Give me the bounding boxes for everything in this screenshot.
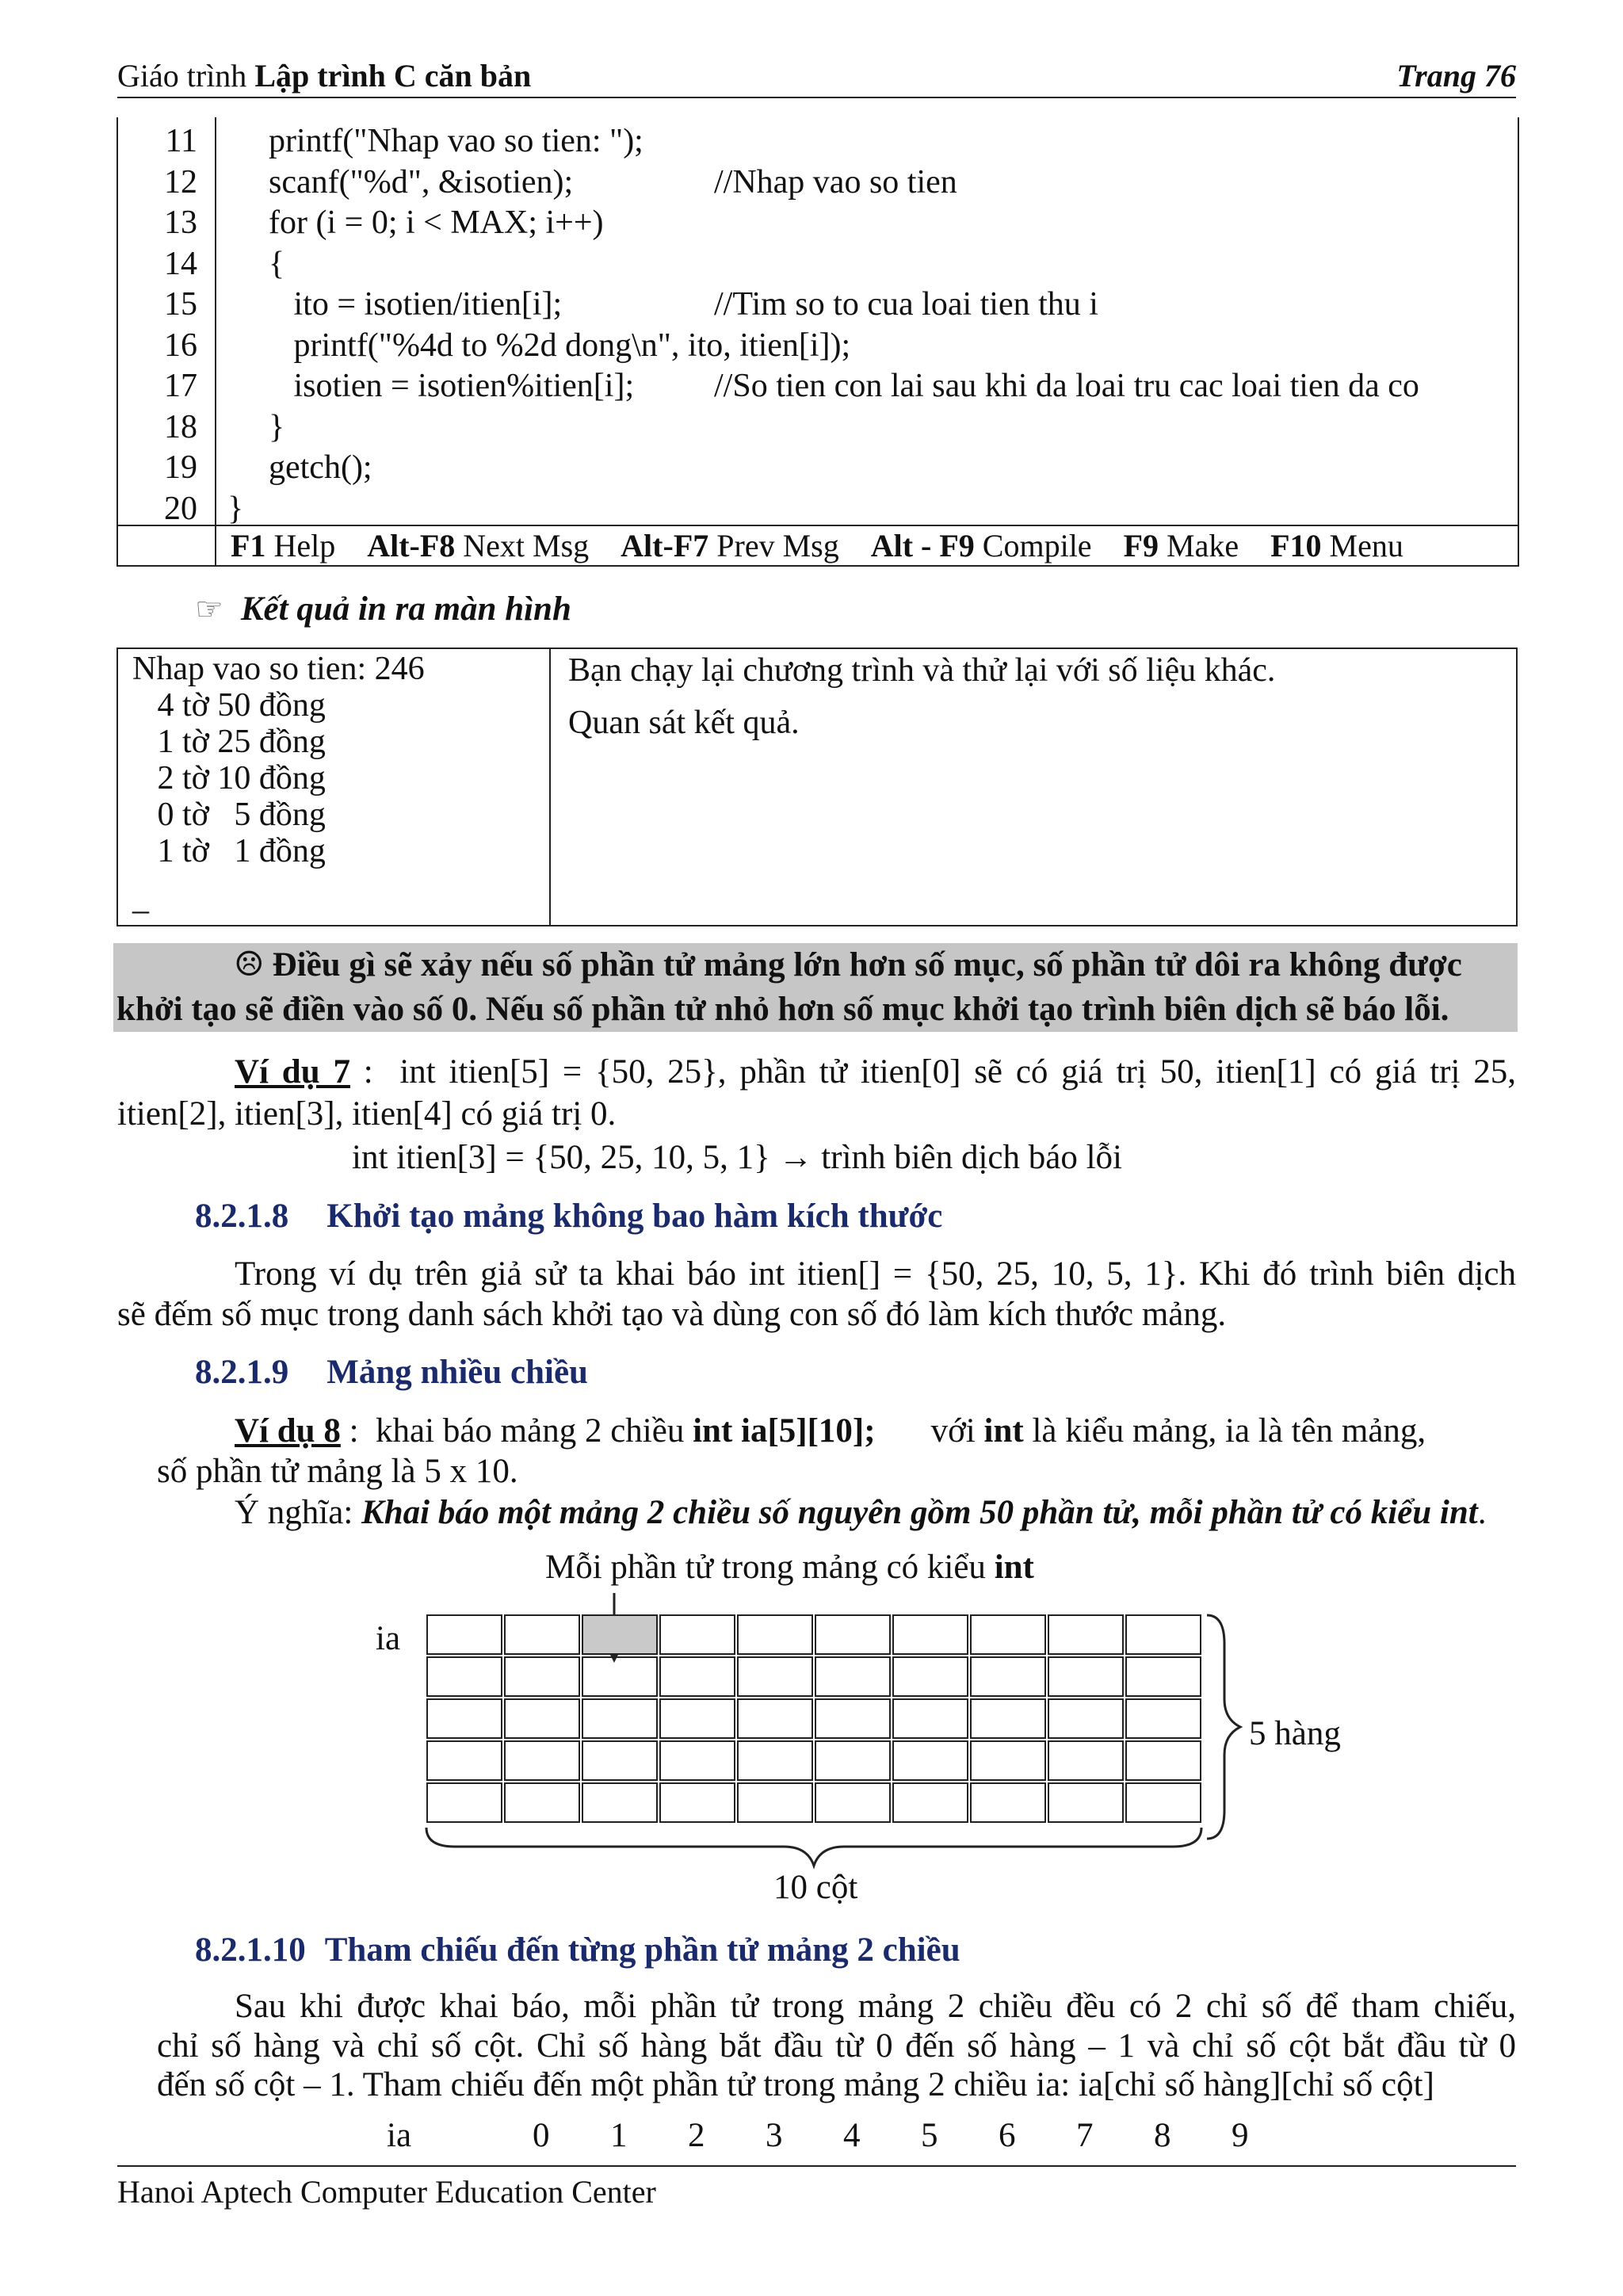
diagram-caption-text: Mỗi phần tử trong mảng có kiểu [545,1549,995,1586]
array-cell [504,1614,580,1655]
array-cell [504,1698,580,1739]
column-index: 5 [921,2117,938,2154]
meaning-text: Khai báo một mảng 2 chiều số nguyên gồm 50 phần tử, mỗi phần tử có kiểu int [361,1494,1478,1531]
code-line-text: isotien = isotien%itien[i]; [269,368,635,404]
warning-line-1 [113,943,1518,988]
array-cell [426,1698,502,1739]
code-line-text: } [227,490,244,527]
status-key: Alt - F9 [870,528,975,563]
array-cell [426,1614,502,1655]
column-index: 3 [766,2117,783,2154]
code-comment: //Nhap vao so tien [714,163,957,201]
array-cell [1048,1614,1124,1655]
section-8-2-1-10-para-1: Sau khi được khai báo, mỗi phần tử trong mảng 2 chiều đều có 2 chỉ số để tham chiếu, [235,1988,1516,2025]
example-8-type: int [983,1412,1024,1450]
array-cell [1048,1698,1124,1739]
array-cell [737,1782,813,1823]
column-index: 0 [533,2117,550,2154]
column-index: 9 [1232,2117,1249,2154]
example-8-colon: : [340,1412,359,1450]
code-line-number: 12 [164,163,197,201]
array-cell [815,1698,891,1739]
code-line-text: printf("%4d to %2d dong\n", ito, itien[i]); [269,327,851,364]
array-cell [504,1782,580,1823]
array-cell [504,1740,580,1781]
section-8-2-1-10-para-3: đến số cột – 1. Tham chiếu đến một phần tử trong mảng 2 chiều ia: ia[chỉ số hàng][chỉ số cột] [157,2066,1434,2103]
section-number: 8.2.1.9 [195,1354,289,1391]
column-index: 8 [1154,2117,1171,2154]
status-key: Alt-F7 [621,528,709,563]
code-line-text: ito = isotien/itien[i]; [269,286,563,323]
status-key: F1 [231,528,266,563]
array-cell [659,1698,735,1739]
array-cell [815,1740,891,1781]
result-note-1: Bạn chạy lại chương trình và thử lại với số liệu khác. [568,652,1276,689]
example-7-text: int itien[5] = {50, 25}, phần tử itien[0] sẽ có giá trị 50, itien[1] có giá trị 25, [399,1053,1517,1091]
result-divider [549,649,551,925]
code-line-number: 18 [164,408,197,445]
status-label: Prev Msg [716,528,839,563]
array-name-label: ia [376,1620,401,1657]
section-title: Mảng nhiều chiều [327,1354,588,1391]
array-cell [815,1782,891,1823]
array-cell [1125,1698,1201,1739]
array-cell [504,1656,580,1697]
program-output-line: Nhap vao so tien: 246 [132,651,425,687]
array-cell [1125,1614,1201,1655]
program-output-line: 1 tờ 25 đồng [132,724,326,760]
array-cell [582,1656,658,1697]
array-cell [815,1656,891,1697]
status-label: Menu [1329,528,1403,563]
example-8-text-1: khai báo mảng 2 chiều [376,1412,693,1450]
array-cell [659,1740,735,1781]
column-index: 7 [1076,2117,1094,2154]
status-label: Make [1167,528,1239,563]
ide-status-bar [231,526,1403,566]
code-line-number: 14 [164,245,197,282]
array-cell [582,1698,658,1739]
diagram-caption-type: int [994,1549,1034,1586]
example-7-colon: : [349,1053,373,1091]
array-cell [737,1698,813,1739]
code-line-number: 20 [164,490,197,527]
page-number: Trang 76 [1396,58,1516,94]
code-line-number: 19 [164,449,197,486]
meaning-label: Ý nghĩa: [235,1494,362,1531]
rows-brace [1201,1612,1256,1842]
array-cell [1125,1740,1201,1781]
array-cell [582,1782,658,1823]
example-8-declaration: int ia[5][10]; [693,1412,876,1450]
column-index: 6 [999,2117,1016,2154]
code-line-number: 15 [164,286,197,323]
array-cell [970,1698,1046,1739]
array-cell [892,1782,968,1823]
column-index: 2 [688,2117,705,2154]
example-7-line-3: int itien[3] = {50, 25, 10, 5, 1} → trình biên dịch báo lỗi [352,1139,1122,1176]
section-number: 8.2.1.10 [195,1931,306,1969]
index-row-name: ia [387,2117,412,2154]
array-cell [892,1698,968,1739]
section-8-2-1-10-para-2: chỉ số hàng và chỉ số cột. Chỉ số hàng bắt đầu từ 0 đến số hàng – 1 và chỉ số cột bắt đầu từ 0 [157,2027,1516,2065]
array-cell [1048,1656,1124,1697]
code-line-text: getch(); [269,449,372,486]
code-comment: //So tien con lai sau khi da loai tru cac loai tien da co [714,368,1419,404]
example-7-line-2: itien[2], itien[3], itien[4] có giá trị 0. [117,1095,617,1133]
book-title [117,57,531,94]
section-8-2-1-10 [195,1931,960,1969]
status-key: F9 [1123,528,1159,563]
code-comment: //Tim so to cua loai tien thu i [714,286,1098,323]
columns-brace [423,1823,1205,1870]
array-cell [1048,1740,1124,1781]
footer-text: Hanoi Aptech Computer Education Center [117,2174,656,2210]
array-cell [659,1614,735,1655]
example-8-label: Ví dụ 8 [235,1412,341,1450]
code-listing [116,117,1519,567]
section-8-2-1-8-para-1: Trong ví dụ trên giả sử ta khai báo int itien[] = {50, 25, 10, 5, 1}. Khi đó trình biên dịch [235,1255,1516,1293]
array-cell [1125,1782,1201,1823]
columns-label: 10 cột [773,1869,858,1906]
array-cell [582,1740,658,1781]
array-cell [892,1614,968,1655]
array-cell [970,1782,1046,1823]
code-line-text: { [269,245,285,282]
warning-line-2: khởi tạo sẽ điền vào số 0. Nếu số phần tử nhỏ hơn số mục khởi tạo trình biên dịch sẽ báo lỗi. [116,991,1449,1028]
warning-text-1: Điều gì sẽ xảy nếu số phần tử mảng lớn hơn số mục, số phần tử dôi ra không được [272,946,1462,984]
code-divider [215,117,216,525]
array-cell [426,1740,502,1781]
code-line-text: } [269,408,285,445]
example-8-line-1 [235,1411,1516,1452]
highlighted-array-cell [582,1614,658,1655]
result-note-2: Quan sát kết quả. [568,705,800,741]
array-cell [815,1614,891,1655]
section-number: 8.2.1.8 [195,1198,289,1235]
array-cell [737,1740,813,1781]
array-cell [970,1740,1046,1781]
array-cell [426,1782,502,1823]
program-output-line: 2 tờ 10 đồng [132,760,326,797]
status-label: Compile [982,528,1092,563]
example-8-text-3: là kiểu mảng, ia là tên mảng, [1023,1412,1426,1450]
result-table [116,648,1518,926]
rows-label: 5 hàng [1249,1715,1341,1752]
status-bar-left-divider [215,525,216,565]
hand-pointing-icon: ☞ [195,591,223,627]
status-label: Next Msg [463,528,590,563]
section-8-2-1-8 [195,1197,942,1236]
array-cell [970,1656,1046,1697]
status-key: Alt-F8 [367,528,456,563]
program-output-line: 0 tờ 5 đồng [132,797,326,833]
code-line-number: 17 [164,368,197,404]
meaning-line [235,1492,1486,1534]
column-index: 1 [610,2117,628,2154]
book-title-prefix: Giáo trình [117,58,255,94]
section-8-2-1-8-para-2: sẽ đếm số mục trong danh sách khởi tạo và dùng con số đó làm kích thước mảng. [117,1296,1227,1333]
code-line-text: printf("Nhap vao so tien: "); [269,123,643,159]
status-label: Help [273,528,336,563]
array-cell [737,1656,813,1697]
example-7-line-1 [235,1052,1516,1093]
diagram-caption [545,1547,1034,1588]
meaning-end: . [1477,1494,1487,1531]
code-line-text: scanf("%d", &isotien); [269,163,574,201]
result-heading-text: Kết quả in ra màn hình [240,590,571,628]
section-title: Khởi tạo mảng không bao hàm kích thước [327,1198,943,1235]
code-line-number: 11 [165,123,197,159]
section-8-2-1-9 [195,1353,588,1392]
array-cell [892,1740,968,1781]
example-7-label: Ví dụ 7 [235,1053,350,1091]
book-title-bold: Lập trình C căn bản [254,58,532,94]
page-header [117,57,1516,98]
frown-face-icon: ☹ [234,946,265,984]
program-output-line: 4 tờ 50 đồng [132,687,326,724]
program-output-line: 1 tờ 1 đồng [132,833,326,869]
example-8-line-2: số phần tử mảng là 5 x 10. [157,1453,518,1490]
example-8-text-2: với [930,1412,984,1450]
array-cell [1125,1656,1201,1697]
array-cell [1048,1782,1124,1823]
footer-rule [117,2165,1516,2167]
code-line-number: 13 [164,204,197,241]
array-cell [659,1656,735,1697]
code-line-text: for (i = 0; i < MAX; i++) [269,204,604,241]
warning-box [113,943,1518,1032]
section-title: Tham chiếu đến từng phần tử mảng 2 chiều [324,1931,960,1969]
status-key: F10 [1270,528,1322,563]
array-cell [970,1614,1046,1655]
code-line-number: 16 [164,327,197,364]
column-index: 4 [843,2117,861,2154]
array-cell [426,1656,502,1697]
result-heading [195,590,571,628]
program-output-line: _ [132,881,149,917]
array-cell [737,1614,813,1655]
array-cell [659,1782,735,1823]
array-cell [892,1656,968,1697]
